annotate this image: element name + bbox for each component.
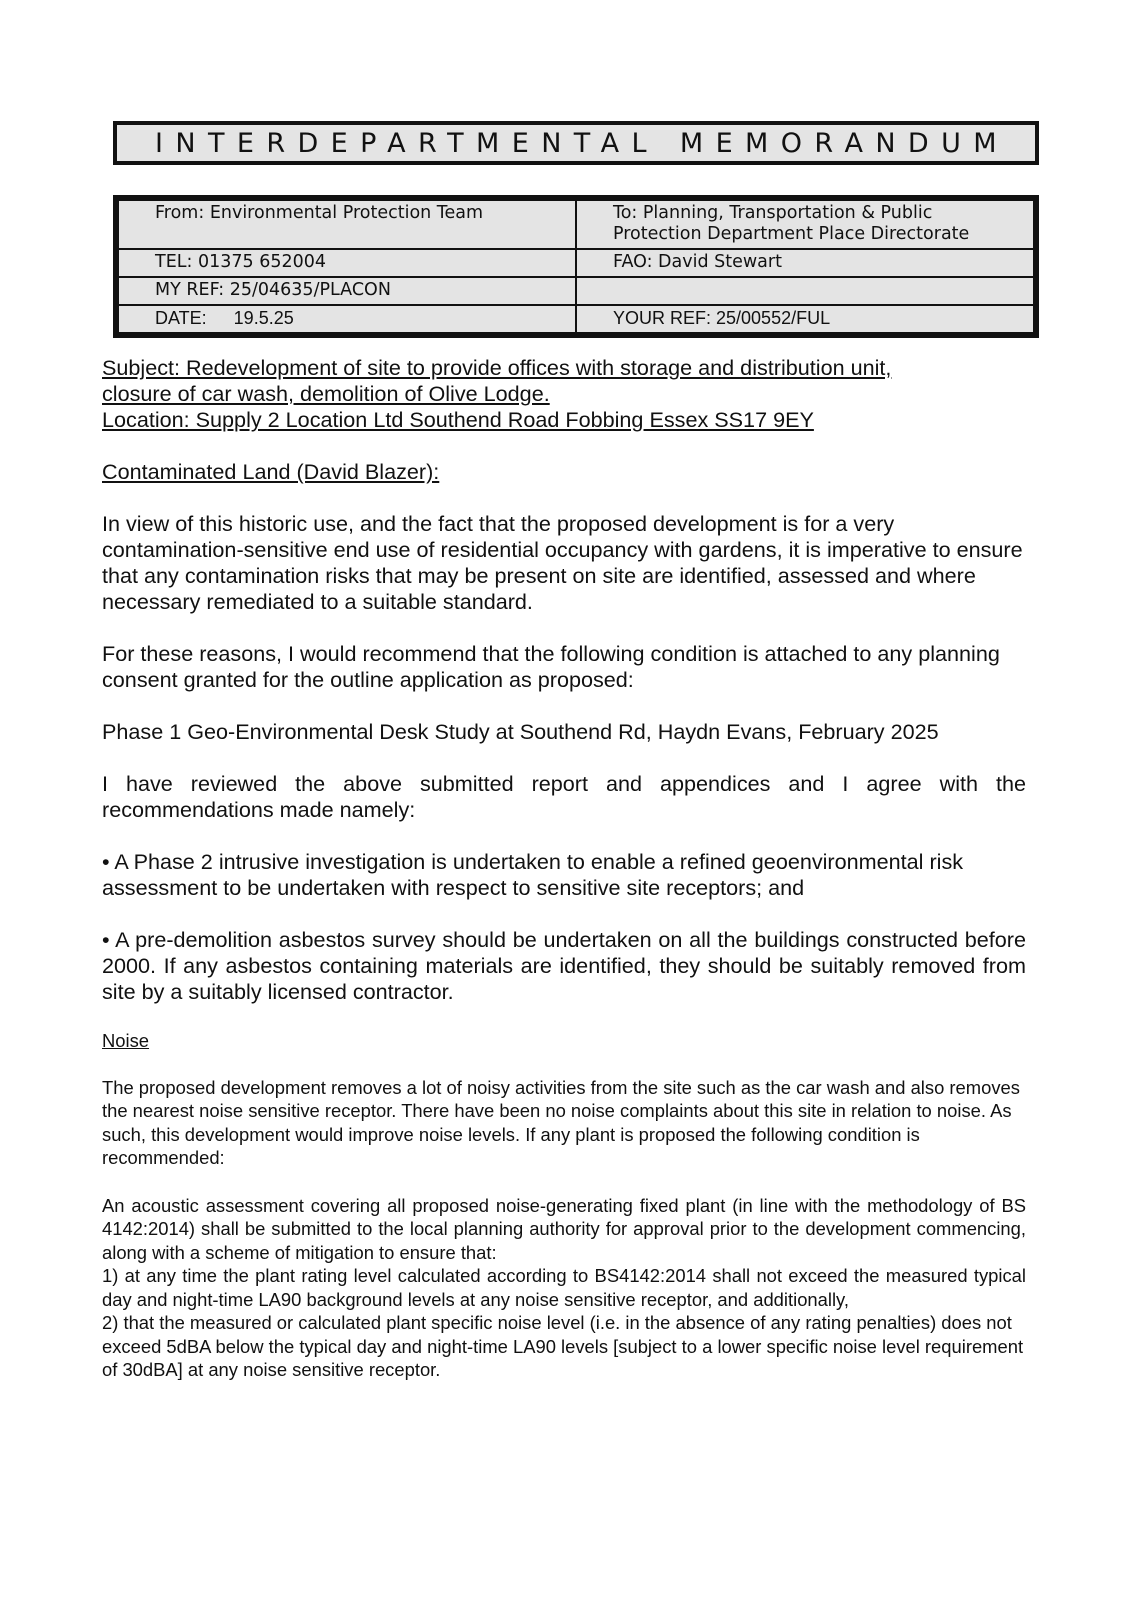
my-ref-text: MY REF: 25/04635/PLACON [155,280,391,300]
contaminated-land-paragraph-2: For these reasons, I would recommend that the following condition is attached to any planning consent granted for the outline application as proposed: [102,641,1000,692]
memo-header-table [113,195,1039,338]
to-line-2: Protection Department Place Directorate [613,224,970,244]
empty-cell [576,277,1034,305]
memo-title-banner [113,121,1039,165]
contaminated-land-paragraph-1: In view of this historic use, and the fact that the proposed development is for a very contamination-sensitive end use of residential occupancy with gardens, it is imperative to ensure that any contamination risks that may be present on site are identified, assessed and where necessary remediated to a suitable standard. [102,511,1023,614]
memo-body [102,355,1026,1382]
location-line: Location: Supply 2 Location Ltd Southend Road Fobbing Essex SS17 9EY [102,407,814,432]
your-ref-cell [576,305,1034,333]
date-value: 19.5.25 [233,308,294,328]
header-row [118,277,1034,305]
fao-cell [576,249,1034,277]
tel-text: TEL: 01375 652004 [155,252,326,272]
recommendation-bullet-2: • A pre-demolition asbestos survey should be undertaken on all the buildings constructed before 2000. If any asbestos containing materials are identified, they should be suitably removed from site by a suitably licensed contractor. [102,927,1026,1004]
date-label: DATE: [155,308,207,328]
header-row [118,249,1034,277]
noise-condition-1: 1) at any time the plant rating level calculated according to BS4142:2014 shall not exceed the measured typical day and night-time LA90 background levels at any noise sensitive receptor, and additionally, [102,1265,1026,1310]
contaminated-land-paragraph-3: I have reviewed the above submitted report and appendices and I agree with the recommendations made namely: [102,771,1026,822]
my-ref-cell [118,277,576,305]
memo-title: INTERDEPARTMENTAL MEMORANDUM [155,127,1009,159]
noise-paragraph-1: The proposed development removes a lot of noisy activities from the site such as the car wash and also removes the nearest noise sensitive receptor. There have been no noise complaints about this site in relation to noise. As such, this development would improve noise levels. If any plant is proposed the following condition is recommended: [102,1076,1020,1168]
from-cell [118,200,576,249]
report-reference: Phase 1 Geo-Environmental Desk Study at Southend Rd, Haydn Evans, February 2025 [102,719,939,744]
from-text: From: Environmental Protection Team [155,203,484,223]
subject-line-2: closure of car wash, demolition of Olive Lodge. [102,381,550,406]
header-row [118,305,1034,333]
noise-paragraph-2: An acoustic assessment covering all proposed noise-generating fixed plant (in line with the methodology of BS 4142:2014) shall be submitted to the local planning authority for approval prior to the development commencing, along with a scheme of mitigation to ensure that: [102,1194,1026,1263]
to-cell [576,200,1034,249]
tel-cell [118,249,576,277]
fao-text: FAO: David Stewart [613,252,782,272]
noise-condition-2: 2) that the measured or calculated plant specific noise level (i.e. in the absence of any rating penalties) does not exceed 5dBA below the typical day and night-time LA90 levels [subject to a lower specific noise level requirement of 30dBA] at any noise sensitive receptor. [102,1312,1024,1380]
subject-line-1: Subject: Redevelopment of site to provide offices with storage and distribution unit, [102,355,892,380]
noise-heading: Noise [102,1030,150,1051]
contaminated-land-heading: Contaminated Land (David Blazer): [102,459,440,484]
recommendation-bullet-1: • A Phase 2 intrusive investigation is undertaken to enable a refined geoenvironmental risk assessment to be undertaken with respect to sensitive site receptors; and [102,849,964,900]
date-cell [118,305,576,333]
to-line-1: To: Planning, Transportation & Public [613,203,933,223]
header-row [118,200,1034,249]
your-ref-text: YOUR REF: 25/00552/FUL [613,308,831,328]
